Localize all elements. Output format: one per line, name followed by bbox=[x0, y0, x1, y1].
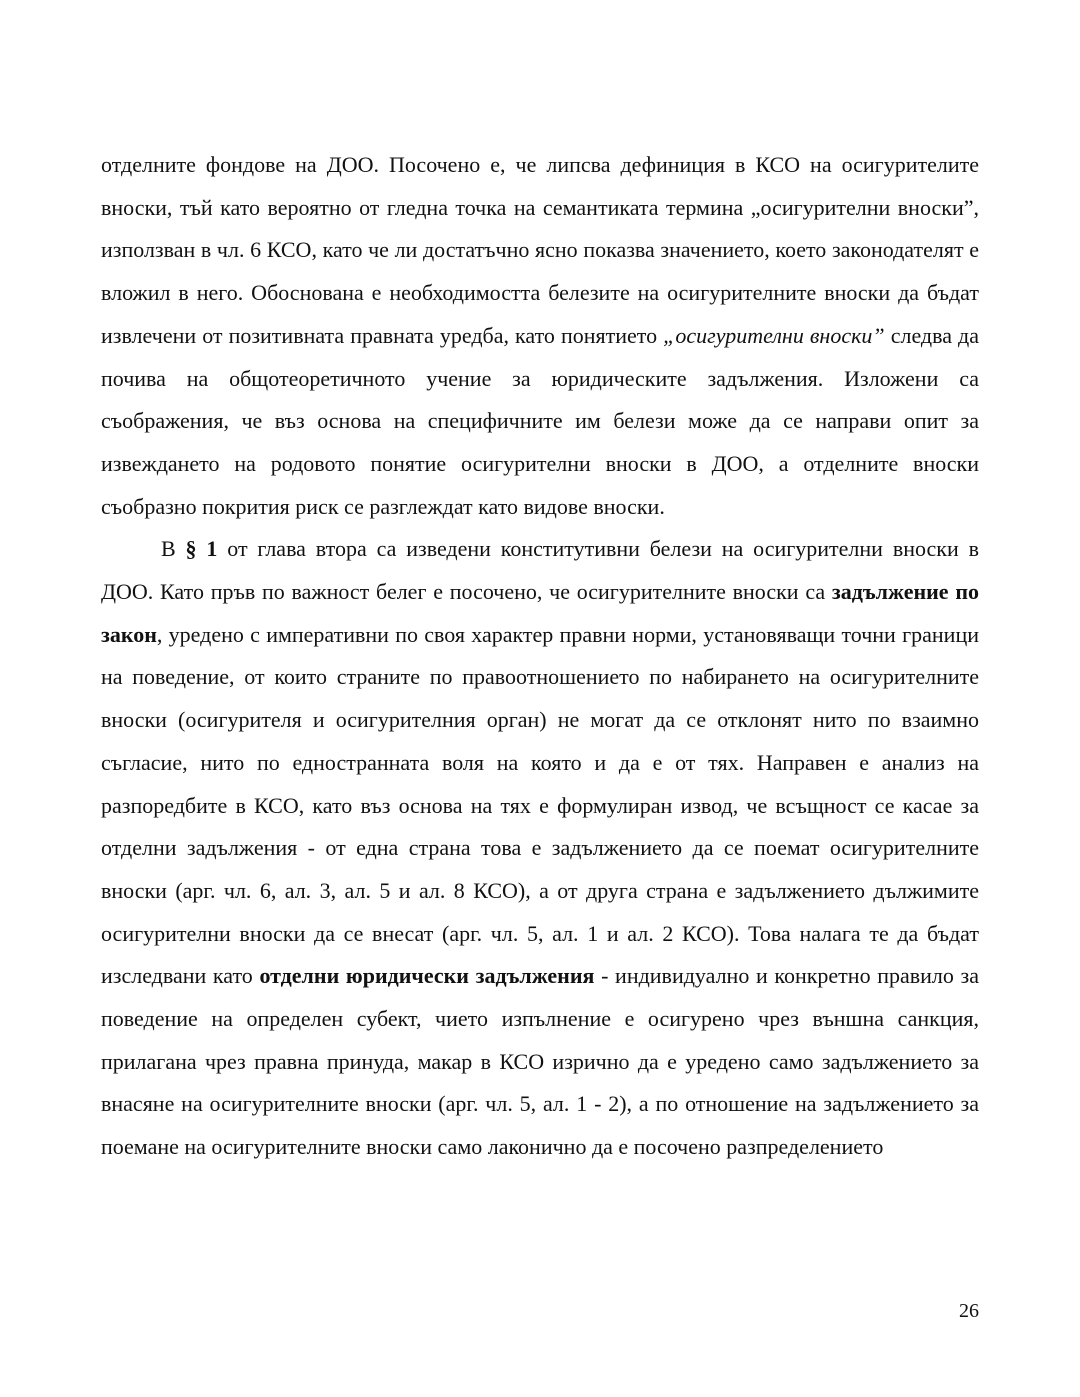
paragraph-2-text-c: - индивидуално и конкретно правило за поведение на определен субект, чието изпълнение е осигурено чрез външна санкция, прилагана чрез правна принуда, макар в КСО изрично да е уредено само задължението за внасяне на осигурителните вноски (арг. чл. 5, ал. 1 - 2), а по отношение на задължението за поемане на осигурителните вноски само лаконично да е посочено разпределението bbox=[101, 963, 979, 1160]
bold-term-obligation-by-law: задължение по закон bbox=[101, 579, 980, 647]
paragraph-1 bbox=[101, 144, 979, 528]
page-number: 26 bbox=[959, 1300, 979, 1322]
paragraph-2-text-a: от глава втора са изведени конститутивни белези на осигурителни вноски в ДОО. Като пръв по важност белег е посочено, че осигурителните вноски са bbox=[101, 536, 979, 605]
document-body bbox=[101, 144, 979, 1169]
paragraph-2 bbox=[101, 528, 979, 1169]
paragraph-2-text-b: , уредено с императивни по своя характер правни норми, установяващи точни граници на поведение, от които страните по правоотношението по набирането на осигурителните вноски (осигурителя и осигурителния орган) не могат да се отклонят нито по взаимно съгласие, нито по едностранната воля на която и да е от тях. Направен е анализ на разпоредбите в КСО, като въз основа на тях е формулиран извод, че всъщност се касае за отделни задължения - от една страна това е задължението да се поемат осигурителните вноски (арг. чл. 6, ал. 3, ал. 5 и ал. 8 КСО), а от друга страна е задължението дължимите осигурителни вноски да се внесат (арг. чл. 5, ал. 1 и ал. 2 КСО). Това налага те да бъдат изследвани като bbox=[101, 621, 979, 989]
paragraph-1-text: отделните фондове на ДОО. Посочено е, че липсва дефиниция в КСО на осигурителите вноски, тъй като вероятно от гледна точка на семантиката термина „осигурителни вноски”, използван в чл. 6 КСО, като че ли достатъчно ясно показва значението, което законодателят е вложил в него. Обоснована е необходимостта белезите на осигурителните вноски да бъдат извлечени от позитивната правната уредба, като понятието bbox=[101, 152, 979, 348]
paragraph-2-lead: В bbox=[161, 536, 186, 562]
bold-term-separate-obligations: отделни юридически задължения bbox=[259, 963, 595, 989]
italic-term: „осигурителни вноски” bbox=[663, 322, 885, 348]
paragraph-1-text-end: следва да почива на общотеоретичното учение за юридическите задължения. Изложени са съображения, че въз основа на специфичните им белези може да се направи опит за извеждането на родовото понятие осигурителни вноски в ДОО, а отделните вноски съобразно покрития риск се разглеждат като видове вноски. bbox=[101, 322, 979, 519]
section-mark: § 1 bbox=[185, 536, 218, 562]
